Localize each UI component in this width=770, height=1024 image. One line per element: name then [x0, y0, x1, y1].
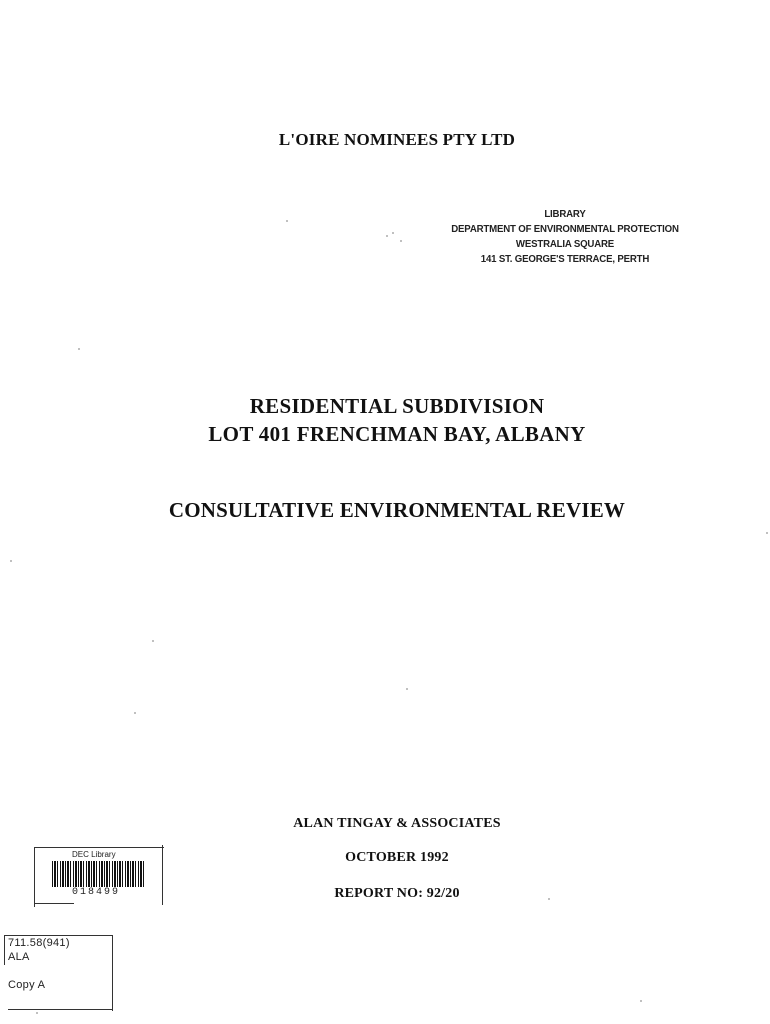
label-border: [34, 903, 74, 904]
library-stamp-line: LIBRARY: [544, 208, 586, 220]
scan-speck: [10, 560, 12, 562]
scan-speck: [400, 240, 402, 242]
barcode-label: [34, 845, 166, 905]
scan-speck: [36, 1012, 38, 1014]
barcode-number: 018499: [72, 887, 121, 898]
library-stamp-line: 141 ST. GEORGE'S TERRACE, PERTH: [480, 253, 650, 265]
title-line-1: RESIDENTIAL SUBDIVISION: [249, 394, 545, 418]
library-stamp-line: WESTRALIA SQUARE: [515, 238, 615, 250]
label-border: [4, 935, 112, 936]
barcode-icon: [52, 861, 144, 887]
company-name: L'OIRE NOMINEES PTY LTD: [278, 130, 516, 149]
scan-speck: [78, 348, 80, 350]
call-number-code: 711.58(941): [8, 937, 70, 949]
library-stamp-line: DEPARTMENT OF ENVIRONMENTAL PROTECTION: [451, 223, 679, 235]
label-border: [34, 847, 35, 907]
label-border: [8, 1009, 112, 1010]
scan-speck: [406, 688, 408, 690]
scan-speck: [392, 232, 394, 234]
report-number: REPORT NO: 92/20: [334, 886, 460, 901]
scan-speck: [386, 235, 388, 237]
call-number-label: [4, 935, 112, 1011]
call-number-copy: Copy A: [8, 979, 46, 991]
scan-speck: [134, 712, 136, 714]
call-number-author: ALA: [8, 951, 30, 963]
label-border: [4, 935, 5, 965]
scan-speck: [640, 1000, 642, 1002]
label-border: [162, 845, 163, 905]
title-line-2: LOT 401 FRENCHMAN BAY, ALBANY: [208, 422, 586, 446]
scan-speck: [286, 220, 288, 222]
author: ALAN TINGAY & ASSOCIATES: [293, 816, 501, 831]
scan-speck: [766, 532, 768, 534]
report-date: OCTOBER 1992: [345, 850, 449, 865]
review-type: CONSULTATIVE ENVIRONMENTAL REVIEW: [168, 498, 626, 522]
label-border: [34, 847, 164, 848]
label-border: [112, 935, 113, 1011]
barcode-library-name: DEC Library: [72, 850, 116, 859]
library-stamp: [441, 207, 689, 267]
scan-speck: [152, 640, 154, 642]
